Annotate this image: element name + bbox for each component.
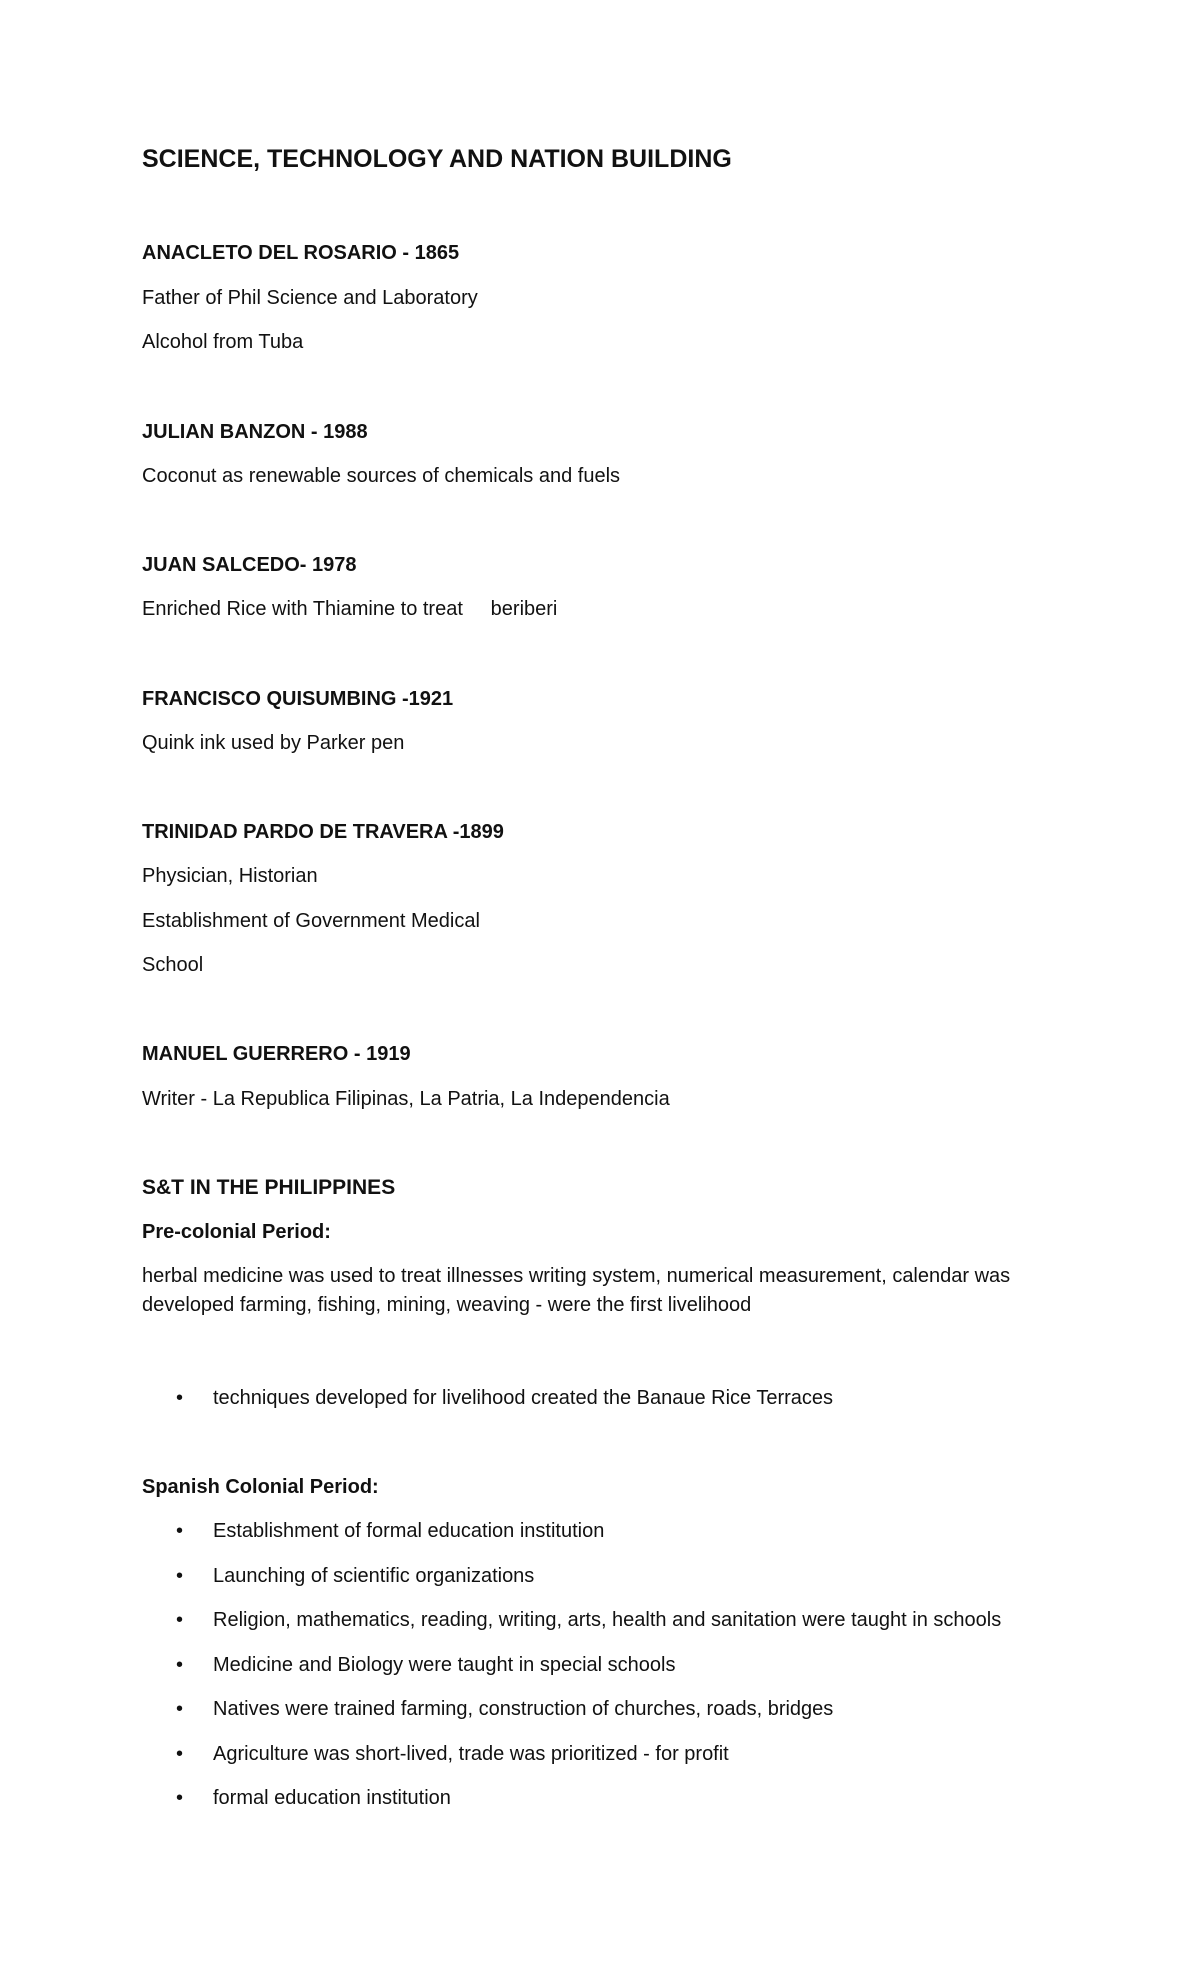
list-item: Religion, mathematics, reading, writing, arts, health and sanitation were taught in schools <box>213 1609 1002 1631</box>
scientist-detail: Writer - La Republica Filipinas, La Patria, La Independencia <box>142 1088 670 1110</box>
list-item: Agriculture was short-lived, trade was prioritized - for profit <box>213 1743 729 1765</box>
scientist-heading: JUAN SALCEDO- 1978 <box>142 554 357 576</box>
bullet-marker: • <box>176 1520 184 1542</box>
bullet-marker: • <box>176 1387 184 1409</box>
period-heading: Pre-colonial Period: <box>142 1221 331 1243</box>
bullet-marker: • <box>176 1609 184 1631</box>
list-item: Launching of scientific organizations <box>213 1565 535 1587</box>
section-heading: S&T IN THE PHILIPPINES <box>142 1176 396 1199</box>
scientist-heading: TRINIDAD PARDO DE TRAVERA -1899 <box>142 821 504 843</box>
list-item: Establishment of formal education institution <box>213 1520 605 1542</box>
list-item: Natives were trained farming, construction of churches, roads, bridges <box>213 1698 834 1720</box>
precolonial-paragraph: herbal medicine was used to treat illnesses writing system, numerical measurement, calendar was developed farming, fishing, mining, weaving - were the first livelihood <box>142 1265 1011 1316</box>
scientist-detail: Enriched Rice with Thiamine to treat beriberi <box>142 598 558 620</box>
scientist-detail: Physician, Historian <box>142 865 318 887</box>
scientist-heading: JULIAN BANZON - 1988 <box>142 421 368 443</box>
scientist-detail: Alcohol from Tuba <box>142 331 304 353</box>
scientist-detail: Establishment of Government Medical <box>142 910 480 932</box>
bullet-marker: • <box>176 1565 184 1587</box>
bullet-marker: • <box>176 1698 184 1720</box>
scientist-detail: Coconut as renewable sources of chemicals and fuels <box>142 465 621 487</box>
list-item: formal education institution <box>213 1787 451 1809</box>
document-title: SCIENCE, TECHNOLOGY AND NATION BUILDING <box>142 145 732 173</box>
scientist-heading: MANUEL GUERRERO - 1919 <box>142 1043 411 1065</box>
scientist-heading: ANACLETO DEL ROSARIO - 1865 <box>142 242 460 264</box>
scientist-detail: Father of Phil Science and Laboratory <box>142 287 478 309</box>
scientist-detail: School <box>142 954 204 976</box>
bullet-marker: • <box>176 1654 184 1676</box>
scientist-detail: Quink ink used by Parker pen <box>142 732 405 754</box>
list-item: Medicine and Biology were taught in special schools <box>213 1654 676 1676</box>
bullet-marker: • <box>176 1743 184 1765</box>
period-heading: Spanish Colonial Period: <box>142 1476 379 1498</box>
list-item: techniques developed for livelihood created the Banaue Rice Terraces <box>213 1387 834 1409</box>
bullet-marker: • <box>176 1787 184 1809</box>
scientist-heading: FRANCISCO QUISUMBING -1921 <box>142 688 454 710</box>
